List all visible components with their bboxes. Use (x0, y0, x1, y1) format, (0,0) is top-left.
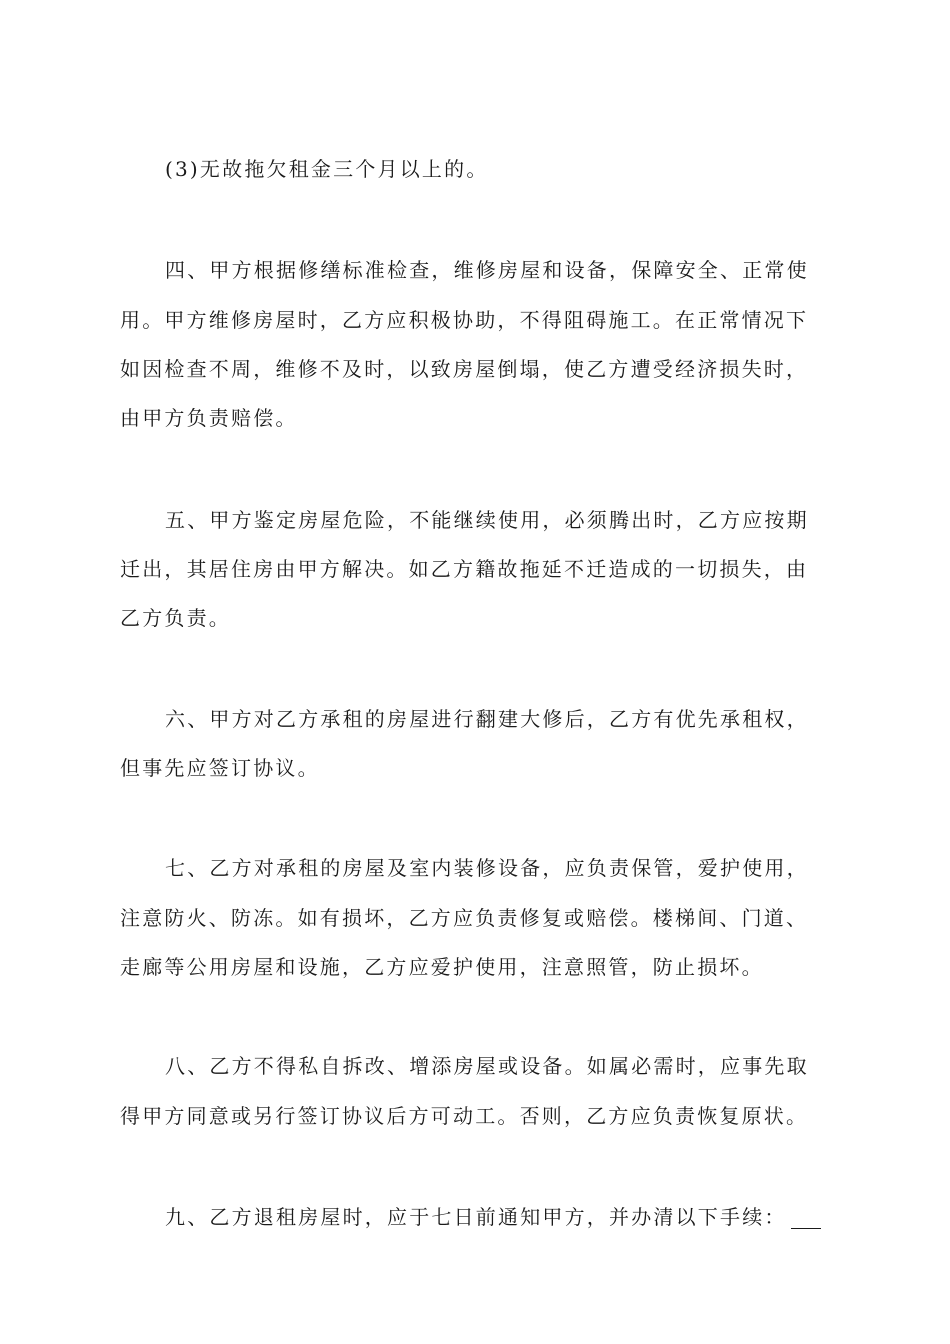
text-line-content: 九、乙方退租房屋时，应于七日前通知甲方，并办清以下手续： (165, 1205, 787, 1229)
text-line: 四、甲方根据修缮标准检查，维修房屋和设备，保障安全、正常使 (165, 258, 809, 282)
fill-in-blank (791, 1210, 821, 1229)
text-line: 五、甲方鉴定房屋危险，不能继续使用，必须腾出时，乙方应按期 (165, 508, 809, 532)
text-line-last (165, 1205, 821, 1229)
text-line: 由甲方负责赔偿。 (120, 406, 298, 430)
text-line: 注意防火、防冻。如有损坏，乙方应负责修复或赔偿。楼梯间、门道、 (120, 906, 809, 930)
text-line: 六、甲方对乙方承租的房屋进行翻建大修后，乙方有优先承租权， (165, 707, 809, 731)
text-line: 得甲方同意或另行签订协议后方可动工。否则，乙方应负责恢复原状。 (120, 1104, 809, 1128)
text-line: 用。甲方维修房屋时，乙方应积极协助，不得阻碍施工。在正常情况下 (120, 308, 809, 332)
text-line: (3)无故拖欠租金三个月以上的。 (165, 157, 489, 181)
text-line: 走廊等公用房屋和设施，乙方应爱护使用，注意照管，防止损坏。 (120, 955, 764, 979)
text-line: 如因检查不周，维修不及时，以致房屋倒塌，使乙方遭受经济损失时， (120, 357, 809, 381)
text-line: 八、乙方不得私自拆改、增添房屋或设备。如属必需时，应事先取 (165, 1054, 809, 1078)
text-line: 七、乙方对承租的房屋及室内装修设备，应负责保管，爱护使用， (165, 856, 809, 880)
text-line: 迁出，其居住房由甲方解决。如乙方籍故拖延不迁造成的一切损失，由 (120, 557, 809, 581)
text-line: 乙方负责。 (120, 606, 231, 630)
text-line: 但事先应签订协议。 (120, 756, 320, 780)
